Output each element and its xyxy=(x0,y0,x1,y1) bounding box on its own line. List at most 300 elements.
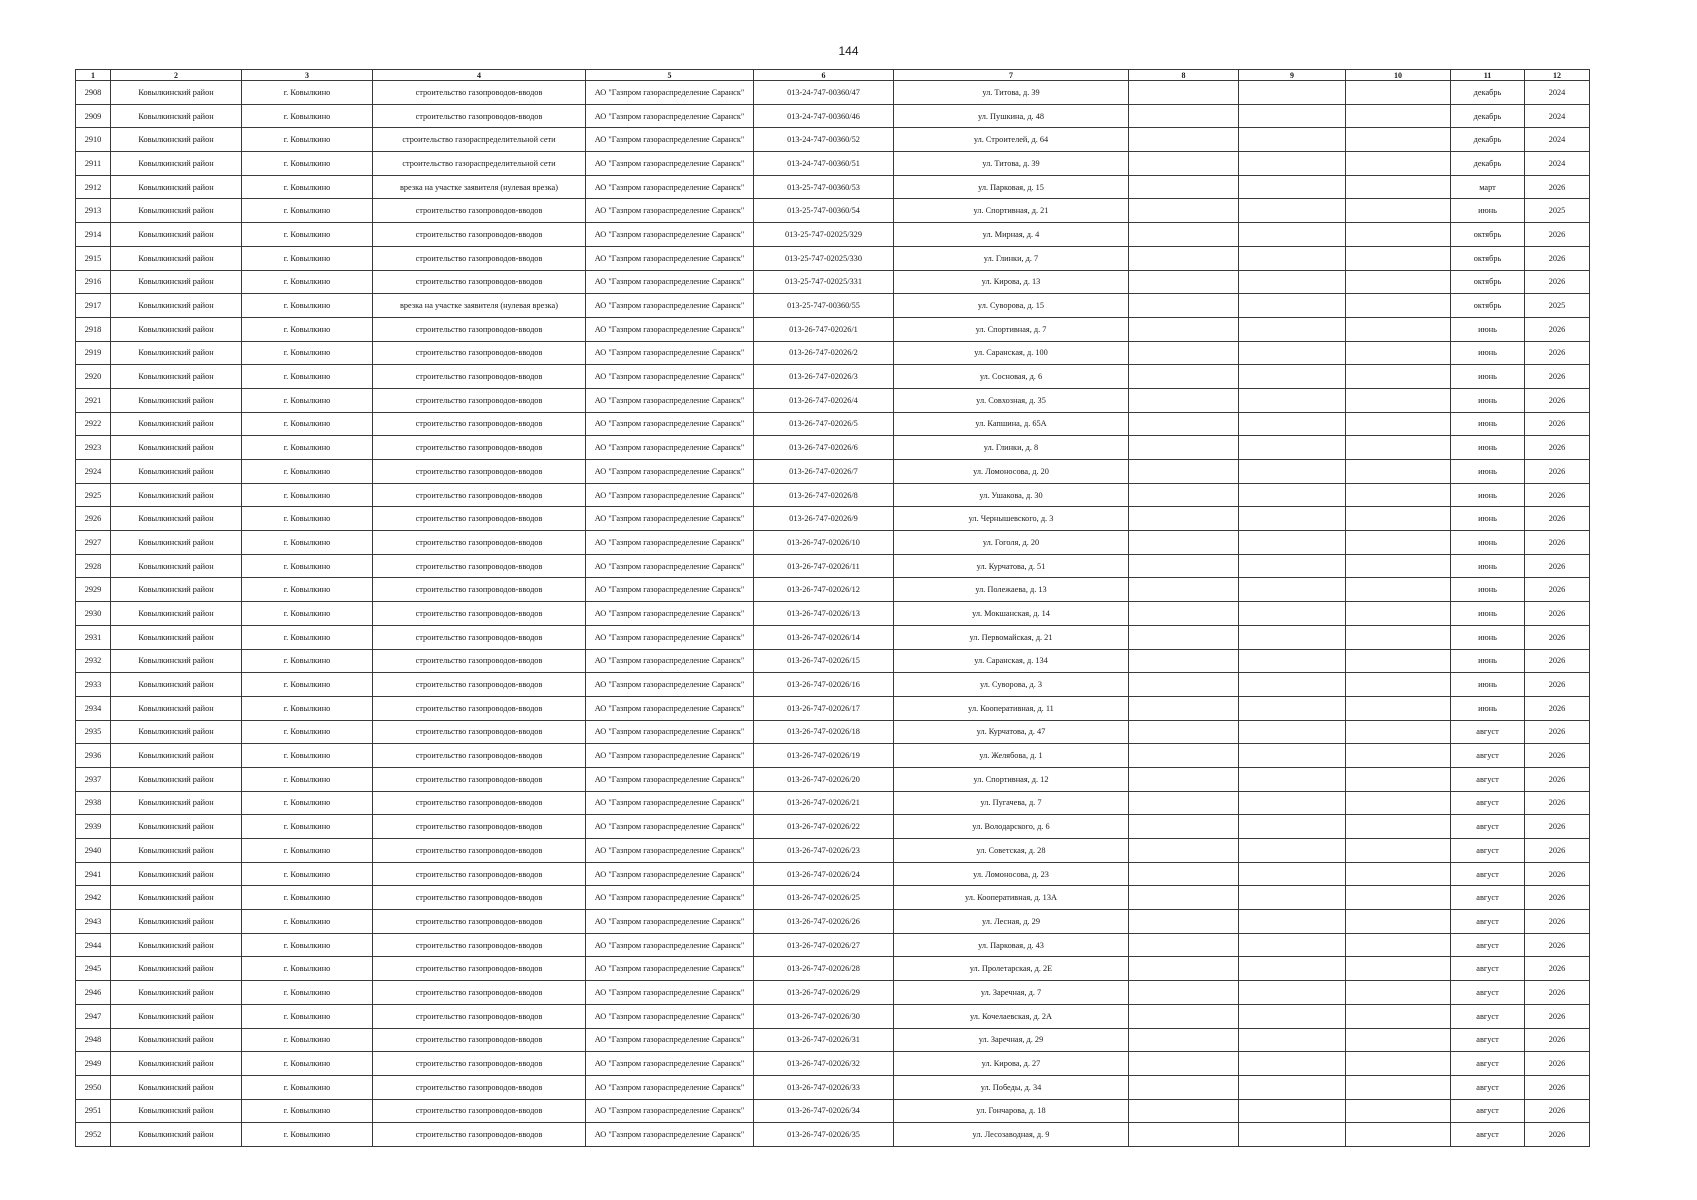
table-cell: 2026 xyxy=(1525,1052,1590,1076)
table-cell: 013-24-747-00360/52 xyxy=(754,128,894,152)
table-cell: ул. Глинки, д. 7 xyxy=(894,246,1129,270)
table-cell: Ковылкинский район xyxy=(111,199,242,223)
table-cell: АО "Газпром газораспределение Саранск" xyxy=(586,554,754,578)
table-cell: август xyxy=(1451,1004,1525,1028)
table-cell: АО "Газпром газораспределение Саранск" xyxy=(586,223,754,247)
column-header: 1 xyxy=(76,70,111,81)
table-cell xyxy=(1346,175,1451,199)
table-cell xyxy=(1129,981,1239,1005)
table-cell: г. Ковылкино xyxy=(242,862,373,886)
table-row xyxy=(76,388,1590,412)
table-cell: АО "Газпром газораспределение Саранск" xyxy=(586,1075,754,1099)
table-cell: август xyxy=(1451,744,1525,768)
table-cell: август xyxy=(1451,815,1525,839)
table-cell: август xyxy=(1451,1075,1525,1099)
table-cell: 2947 xyxy=(76,1004,111,1028)
table-cell xyxy=(1346,767,1451,791)
table-cell xyxy=(1129,933,1239,957)
table-cell xyxy=(1239,815,1346,839)
table-cell: 2026 xyxy=(1525,1075,1590,1099)
table-cell: 2026 xyxy=(1525,223,1590,247)
table-cell: Ковылкинский район xyxy=(111,554,242,578)
table-cell: строительство газопроводов-вводов xyxy=(373,1123,586,1147)
table-cell: 013-26-747-02026/28 xyxy=(754,957,894,981)
table-cell: Ковылкинский район xyxy=(111,673,242,697)
table-cell: г. Ковылкино xyxy=(242,341,373,365)
table-cell xyxy=(1129,886,1239,910)
table-cell: 2026 xyxy=(1525,649,1590,673)
table-cell xyxy=(1346,673,1451,697)
table-cell: август xyxy=(1451,767,1525,791)
table-cell: Ковылкинский район xyxy=(111,507,242,531)
table-cell: строительство газопроводов-вводов xyxy=(373,388,586,412)
table-cell xyxy=(1129,412,1239,436)
table-cell: строительство газопроводов-вводов xyxy=(373,199,586,223)
table-row xyxy=(76,199,1590,223)
table-cell: АО "Газпром газораспределение Саранск" xyxy=(586,199,754,223)
table-cell: 013-25-747-00360/53 xyxy=(754,175,894,199)
table-cell: 013-26-747-02026/26 xyxy=(754,910,894,934)
table-cell: 2935 xyxy=(76,720,111,744)
table-cell: 2940 xyxy=(76,839,111,863)
table-cell xyxy=(1239,839,1346,863)
table-cell: АО "Газпром газораспределение Саранск" xyxy=(586,317,754,341)
table-cell: ул. Спортивная, д. 12 xyxy=(894,767,1129,791)
table-cell xyxy=(1346,815,1451,839)
table-row xyxy=(76,104,1590,128)
table-cell xyxy=(1346,223,1451,247)
table-cell xyxy=(1129,625,1239,649)
table-cell xyxy=(1346,720,1451,744)
table-cell: 2922 xyxy=(76,412,111,436)
table-cell: г. Ковылкино xyxy=(242,886,373,910)
column-header: 12 xyxy=(1525,70,1590,81)
table-cell: ул. Суворова, д. 3 xyxy=(894,673,1129,697)
table-cell: 013-26-747-02026/19 xyxy=(754,744,894,768)
table-cell: строительство газопроводов-вводов xyxy=(373,839,586,863)
table-cell: 2026 xyxy=(1525,886,1590,910)
table-cell xyxy=(1346,862,1451,886)
table-cell: г. Ковылкино xyxy=(242,839,373,863)
table-cell: 2026 xyxy=(1525,910,1590,934)
table-cell: октябрь xyxy=(1451,223,1525,247)
table-cell xyxy=(1239,412,1346,436)
table-cell xyxy=(1129,1075,1239,1099)
table-cell xyxy=(1129,815,1239,839)
table-cell: 2943 xyxy=(76,910,111,934)
table-cell: АО "Газпром газораспределение Саранск" xyxy=(586,791,754,815)
table-cell: Ковылкинский район xyxy=(111,294,242,318)
table-cell xyxy=(1239,862,1346,886)
table-cell: июнь xyxy=(1451,460,1525,484)
table-cell: АО "Газпром газораспределение Саранск" xyxy=(586,81,754,105)
table-cell: 2026 xyxy=(1525,483,1590,507)
table-cell: Ковылкинский район xyxy=(111,1075,242,1099)
table-cell: 013-26-747-02026/24 xyxy=(754,862,894,886)
table-cell xyxy=(1346,365,1451,389)
table-cell: АО "Газпром газораспределение Саранск" xyxy=(586,957,754,981)
table-cell xyxy=(1346,1123,1451,1147)
table-cell: 2026 xyxy=(1525,673,1590,697)
table-cell: 2026 xyxy=(1525,839,1590,863)
table-cell: АО "Газпром газораспределение Саранск" xyxy=(586,152,754,176)
table-cell: август xyxy=(1451,791,1525,815)
table-cell: июнь xyxy=(1451,673,1525,697)
table-row xyxy=(76,412,1590,436)
table-row xyxy=(76,223,1590,247)
table-cell: г. Ковылкино xyxy=(242,436,373,460)
table-cell xyxy=(1239,270,1346,294)
table-cell: Ковылкинский район xyxy=(111,1052,242,1076)
table-cell: строительство газопроводов-вводов xyxy=(373,862,586,886)
table-cell: 2930 xyxy=(76,602,111,626)
table-cell: ул. Курчатова, д. 51 xyxy=(894,554,1129,578)
table-cell: 2909 xyxy=(76,104,111,128)
table-cell: 013-24-747-00360/46 xyxy=(754,104,894,128)
table-cell: ул. Парковая, д. 15 xyxy=(894,175,1129,199)
table-cell: ул. Капшина, д. 65А xyxy=(894,412,1129,436)
table-cell: строительство газопроводов-вводов xyxy=(373,744,586,768)
table-cell: ул. Кирова, д. 27 xyxy=(894,1052,1129,1076)
table-cell: 2944 xyxy=(76,933,111,957)
table-cell: строительство газопроводов-вводов xyxy=(373,317,586,341)
table-cell: 2026 xyxy=(1525,933,1590,957)
table-cell: 013-26-747-02026/9 xyxy=(754,507,894,531)
table-cell: строительство газопроводов-вводов xyxy=(373,578,586,602)
table-cell: строительство газопроводов-вводов xyxy=(373,767,586,791)
table-cell: АО "Газпром газораспределение Саранск" xyxy=(586,246,754,270)
data-table xyxy=(75,69,1590,1147)
table-cell: 013-26-747-02026/5 xyxy=(754,412,894,436)
table-cell: АО "Газпром газораспределение Саранск" xyxy=(586,294,754,318)
table-cell xyxy=(1346,1028,1451,1052)
table-cell: 013-26-747-02026/29 xyxy=(754,981,894,1005)
table-cell: Ковылкинский район xyxy=(111,602,242,626)
table-cell xyxy=(1129,1099,1239,1123)
table-cell: 2026 xyxy=(1525,1028,1590,1052)
table-cell xyxy=(1346,554,1451,578)
table-cell xyxy=(1346,317,1451,341)
table-cell: июнь xyxy=(1451,317,1525,341)
table-cell: г. Ковылкино xyxy=(242,649,373,673)
table-cell: г. Ковылкино xyxy=(242,81,373,105)
table-cell: ул. Ушакова, д. 30 xyxy=(894,483,1129,507)
table-cell: ул. Спортивная, д. 7 xyxy=(894,317,1129,341)
table-cell xyxy=(1129,294,1239,318)
table-cell: Ковылкинский район xyxy=(111,1123,242,1147)
table-row xyxy=(76,886,1590,910)
table-cell xyxy=(1129,673,1239,697)
column-header: 3 xyxy=(242,70,373,81)
table-cell: 013-26-747-02026/8 xyxy=(754,483,894,507)
table-cell: строительство газораспределительной сети xyxy=(373,152,586,176)
table-cell: строительство газопроводов-вводов xyxy=(373,81,586,105)
table-cell xyxy=(1129,507,1239,531)
table-cell xyxy=(1239,365,1346,389)
column-header: 8 xyxy=(1129,70,1239,81)
table-cell: ул. Желябова, д. 1 xyxy=(894,744,1129,768)
table-cell xyxy=(1129,791,1239,815)
table-cell: строительство газопроводов-вводов xyxy=(373,1028,586,1052)
table-cell: 2026 xyxy=(1525,1099,1590,1123)
table-cell xyxy=(1239,578,1346,602)
table-cell: АО "Газпром газораспределение Саранск" xyxy=(586,412,754,436)
table-cell xyxy=(1239,460,1346,484)
table-cell: 2026 xyxy=(1525,981,1590,1005)
table-cell: ул. Курчатова, д. 47 xyxy=(894,720,1129,744)
table-cell: 2026 xyxy=(1525,957,1590,981)
table-cell: строительство газопроводов-вводов xyxy=(373,554,586,578)
table-cell: июнь xyxy=(1451,412,1525,436)
table-cell xyxy=(1346,152,1451,176)
table-cell: АО "Газпром газораспределение Саранск" xyxy=(586,673,754,697)
table-cell: 2026 xyxy=(1525,507,1590,531)
table-cell: 013-26-747-02026/6 xyxy=(754,436,894,460)
table-cell: 013-26-747-02026/4 xyxy=(754,388,894,412)
table-cell xyxy=(1239,791,1346,815)
table-cell: строительство газопроводов-вводов xyxy=(373,649,586,673)
table-cell: г. Ковылкино xyxy=(242,578,373,602)
table-cell: 2933 xyxy=(76,673,111,697)
table-cell xyxy=(1129,531,1239,555)
table-cell: август xyxy=(1451,933,1525,957)
table-row xyxy=(76,483,1590,507)
table-cell: декабрь xyxy=(1451,81,1525,105)
table-cell xyxy=(1239,507,1346,531)
table-row xyxy=(76,294,1590,318)
table-cell: г. Ковылкино xyxy=(242,531,373,555)
table-cell: строительство газопроводов-вводов xyxy=(373,365,586,389)
table-cell: 2026 xyxy=(1525,625,1590,649)
table-cell xyxy=(1346,625,1451,649)
table-cell xyxy=(1129,1052,1239,1076)
table-cell: 2026 xyxy=(1525,578,1590,602)
table-cell: ул. Советская, д. 28 xyxy=(894,839,1129,863)
table-cell: г. Ковылкино xyxy=(242,625,373,649)
table-cell xyxy=(1346,81,1451,105)
table-cell: июнь xyxy=(1451,199,1525,223)
table-cell: ул. Лесозаводная, д. 9 xyxy=(894,1123,1129,1147)
table-cell xyxy=(1346,507,1451,531)
table-cell: 2923 xyxy=(76,436,111,460)
table-cell xyxy=(1346,578,1451,602)
table-cell: ул. Первомайская, д. 21 xyxy=(894,625,1129,649)
table-cell: врезка на участке заявителя (нулевая врезка) xyxy=(373,294,586,318)
table-cell: ул. Титова, д. 39 xyxy=(894,81,1129,105)
table-cell: ул. Пушкина, д. 48 xyxy=(894,104,1129,128)
table-cell: 2918 xyxy=(76,317,111,341)
table-row xyxy=(76,152,1590,176)
table-cell: ул. Лесная, д. 29 xyxy=(894,910,1129,934)
table-cell: ул. Кооперативная, д. 11 xyxy=(894,696,1129,720)
table-cell xyxy=(1129,1028,1239,1052)
table-cell: г. Ковылкино xyxy=(242,483,373,507)
table-cell: строительство газопроводов-вводов xyxy=(373,1052,586,1076)
table-cell xyxy=(1239,341,1346,365)
table-cell: 2026 xyxy=(1525,815,1590,839)
table-cell: 2951 xyxy=(76,1099,111,1123)
table-cell: 2025 xyxy=(1525,294,1590,318)
table-cell xyxy=(1129,317,1239,341)
table-cell xyxy=(1129,175,1239,199)
table-cell: г. Ковылкино xyxy=(242,933,373,957)
table-cell: Ковылкинский район xyxy=(111,767,242,791)
table-row xyxy=(76,910,1590,934)
table-cell: Ковылкинский район xyxy=(111,791,242,815)
table-cell: июнь xyxy=(1451,436,1525,460)
table-row xyxy=(76,270,1590,294)
table-cell: г. Ковылкино xyxy=(242,554,373,578)
table-cell: 2912 xyxy=(76,175,111,199)
table-cell xyxy=(1346,910,1451,934)
table-cell: г. Ковылкино xyxy=(242,767,373,791)
table-row xyxy=(76,365,1590,389)
table-cell xyxy=(1129,270,1239,294)
table-cell: 013-26-747-02026/34 xyxy=(754,1099,894,1123)
table-cell: строительство газопроводов-вводов xyxy=(373,696,586,720)
table-cell: Ковылкинский район xyxy=(111,910,242,934)
table-cell: 013-26-747-02026/33 xyxy=(754,1075,894,1099)
table-cell: ул. Победы, д. 34 xyxy=(894,1075,1129,1099)
table-cell: строительство газопроводов-вводов xyxy=(373,815,586,839)
table-cell: 2929 xyxy=(76,578,111,602)
table-cell xyxy=(1239,199,1346,223)
table-cell: г. Ковылкино xyxy=(242,175,373,199)
table-cell: 2026 xyxy=(1525,1004,1590,1028)
table-cell: ул. Заречная, д. 29 xyxy=(894,1028,1129,1052)
table-cell: Ковылкинский район xyxy=(111,744,242,768)
table-cell: декабрь xyxy=(1451,152,1525,176)
table-cell xyxy=(1239,1052,1346,1076)
table-cell: август xyxy=(1451,886,1525,910)
table-cell: ул. Спортивная, д. 21 xyxy=(894,199,1129,223)
table-cell: 2026 xyxy=(1525,341,1590,365)
table-cell: 013-26-747-02026/11 xyxy=(754,554,894,578)
table-cell xyxy=(1346,199,1451,223)
table-cell: 013-26-747-02026/25 xyxy=(754,886,894,910)
table-cell xyxy=(1129,460,1239,484)
table-row xyxy=(76,1052,1590,1076)
table-cell: 2911 xyxy=(76,152,111,176)
table-cell: АО "Газпром газораспределение Саранск" xyxy=(586,981,754,1005)
table-cell: 2948 xyxy=(76,1028,111,1052)
table-cell: АО "Газпром газораспределение Саранск" xyxy=(586,270,754,294)
table-cell: АО "Газпром газораспределение Саранск" xyxy=(586,1123,754,1147)
table-cell: строительство газопроводов-вводов xyxy=(373,341,586,365)
table-cell xyxy=(1239,957,1346,981)
table-cell: строительство газопроводов-вводов xyxy=(373,223,586,247)
table-cell: Ковылкинский район xyxy=(111,246,242,270)
table-row xyxy=(76,507,1590,531)
table-cell: строительство газопроводов-вводов xyxy=(373,507,586,531)
table-cell: 013-26-747-02026/3 xyxy=(754,365,894,389)
page-number: 144 xyxy=(838,44,859,58)
table-cell xyxy=(1346,104,1451,128)
table-cell: строительство газораспределительной сети xyxy=(373,128,586,152)
table-cell: август xyxy=(1451,862,1525,886)
table-cell: Ковылкинский район xyxy=(111,175,242,199)
table-cell xyxy=(1239,152,1346,176)
table-row xyxy=(76,460,1590,484)
table-row xyxy=(76,1004,1590,1028)
column-header: 5 xyxy=(586,70,754,81)
table-cell xyxy=(1346,436,1451,460)
table-cell xyxy=(1346,483,1451,507)
table-cell: Ковылкинский район xyxy=(111,341,242,365)
table-cell xyxy=(1129,1123,1239,1147)
table-cell: Ковылкинский район xyxy=(111,981,242,1005)
table-cell: г. Ковылкино xyxy=(242,1004,373,1028)
table-cell: 2026 xyxy=(1525,175,1590,199)
table-cell xyxy=(1239,696,1346,720)
table-cell: г. Ковылкино xyxy=(242,957,373,981)
table-cell: 2949 xyxy=(76,1052,111,1076)
table-cell: АО "Газпром газораспределение Саранск" xyxy=(586,483,754,507)
table-cell: 2025 xyxy=(1525,199,1590,223)
table-cell: строительство газопроводов-вводов xyxy=(373,270,586,294)
table-cell xyxy=(1346,886,1451,910)
table-cell: г. Ковылкино xyxy=(242,128,373,152)
table-cell: 013-26-747-02026/10 xyxy=(754,531,894,555)
table-cell: 2920 xyxy=(76,365,111,389)
table-cell xyxy=(1129,365,1239,389)
table-cell: ул. Кирова, д. 13 xyxy=(894,270,1129,294)
table-cell: 2026 xyxy=(1525,791,1590,815)
table-row xyxy=(76,602,1590,626)
table-cell: ул. Сосновая, д. 6 xyxy=(894,365,1129,389)
table-cell: строительство газопроводов-вводов xyxy=(373,933,586,957)
table-row xyxy=(76,767,1590,791)
table-cell: 013-26-747-02026/21 xyxy=(754,791,894,815)
table-cell: 2936 xyxy=(76,744,111,768)
column-header: 6 xyxy=(754,70,894,81)
table-cell xyxy=(1239,1004,1346,1028)
table-cell: АО "Газпром газораспределение Саранск" xyxy=(586,436,754,460)
table-cell xyxy=(1346,1052,1451,1076)
table-cell: г. Ковылкино xyxy=(242,270,373,294)
table-row xyxy=(76,862,1590,886)
table-cell: строительство газопроводов-вводов xyxy=(373,910,586,934)
table-cell: Ковылкинский район xyxy=(111,578,242,602)
table-cell: 2026 xyxy=(1525,554,1590,578)
table-cell xyxy=(1239,910,1346,934)
table-cell xyxy=(1346,531,1451,555)
table-cell: 2026 xyxy=(1525,246,1590,270)
table-cell xyxy=(1346,341,1451,365)
table-cell: 2937 xyxy=(76,767,111,791)
table-cell: Ковылкинский район xyxy=(111,862,242,886)
table-cell xyxy=(1239,886,1346,910)
table-row xyxy=(76,578,1590,602)
table-cell: г. Ковылкино xyxy=(242,791,373,815)
table-cell: г. Ковылкино xyxy=(242,365,373,389)
table-cell: 2026 xyxy=(1525,412,1590,436)
table-row xyxy=(76,839,1590,863)
table-row xyxy=(76,1075,1590,1099)
table-cell: г. Ковылкино xyxy=(242,815,373,839)
table-cell: строительство газопроводов-вводов xyxy=(373,1075,586,1099)
table-cell: АО "Газпром газораспределение Саранск" xyxy=(586,175,754,199)
table-cell: 013-26-747-02026/30 xyxy=(754,1004,894,1028)
table-cell: 013-24-747-00360/51 xyxy=(754,152,894,176)
table-cell: Ковылкинский район xyxy=(111,696,242,720)
table-cell xyxy=(1239,981,1346,1005)
table-cell: 013-25-747-02025/329 xyxy=(754,223,894,247)
table-row xyxy=(76,744,1590,768)
table-row xyxy=(76,981,1590,1005)
table-cell: Ковылкинский район xyxy=(111,128,242,152)
table-cell: АО "Газпром газораспределение Саранск" xyxy=(586,341,754,365)
